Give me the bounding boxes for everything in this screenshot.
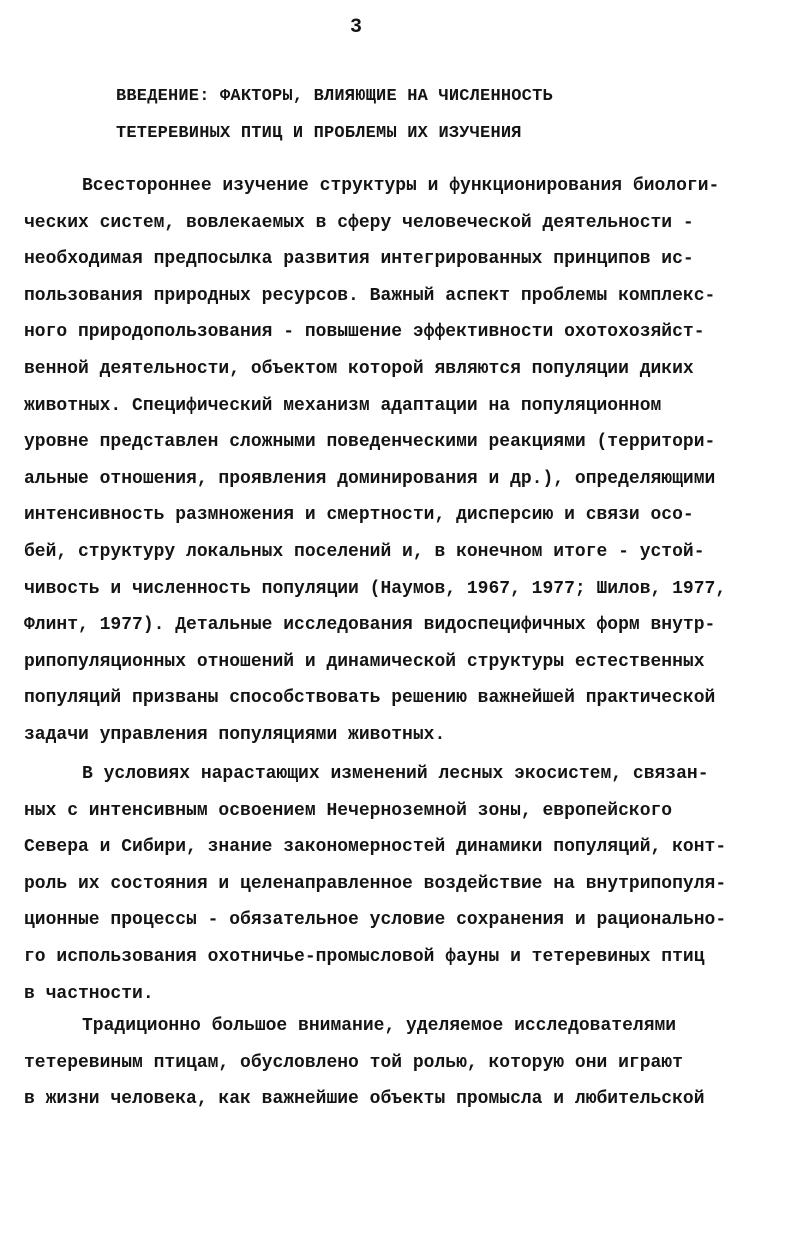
text-line: уровне представлен сложными поведенческими реакциями (территори-: [24, 432, 716, 453]
text-line: тетеревиным птицам, обусловлено той ролью, которую они играют: [24, 1052, 683, 1073]
text-line: Флинт, 1977). Детальные исследования видоспецифичных форм внутр-: [24, 615, 716, 636]
section-title-line: ТЕТЕРЕВИНЫХ ПТИЦ И ПРОБЛЕМЫ ИХ ИЗУЧЕНИЯ: [116, 124, 522, 143]
text-line: пользования природных ресурсов. Важный аспект проблемы комплекс-: [24, 285, 716, 306]
text-line: го использования охотничье-промысловой фауны и тетеревиных птиц: [24, 946, 705, 967]
text-line: популяций призваны способствовать решению важнейшей практической: [24, 688, 716, 709]
text-line: задачи управления популяциями животных.: [24, 724, 446, 745]
text-line: интенсивность размножения и смертности, дисперсию и связи осо-: [24, 505, 694, 526]
text-line: Севера и Сибири, знание закономерностей динамики популяций, конт-: [24, 837, 727, 858]
text-line: необходимая предпосылка развития интегрированных принципов ис-: [24, 249, 694, 270]
text-line: животных. Специфический механизм адаптации на популяционном: [24, 395, 662, 416]
text-line: Традиционно большое внимание, уделяемое исследователями: [82, 1016, 677, 1036]
paragraph-1: [24, 168, 764, 754]
text-line: альные отношения, проявления доминирования и др.), определяющими: [24, 468, 716, 489]
paragraph-2: [24, 756, 764, 1012]
text-line: в жизни человека, как важнейшие объекты промысла и любительской: [24, 1089, 705, 1110]
text-line: Всестороннее изучение структуры и функционирования биологи-: [82, 176, 720, 196]
paragraph-3: [24, 1008, 764, 1118]
section-title: [116, 78, 756, 152]
text-line: бей, структуру локальных поселений и, в конечном итоге - устой-: [24, 541, 705, 562]
text-line: ческих систем, вовлекаемых в сферу человеческой деятельности -: [24, 212, 694, 233]
text-line: ного природопользования - повышение эффективности охотохозяйст-: [24, 322, 705, 343]
text-line: в частности.: [24, 983, 154, 1004]
page-number: 3: [349, 16, 362, 39]
text-line: В условиях нарастающих изменений лесных экосистем, связан-: [82, 764, 709, 784]
section-title-line: ВВЕДЕНИЕ: ФАКТОРЫ, ВЛИЯЮЩИЕ НА ЧИСЛЕННОСТЬ: [116, 87, 553, 106]
text-line: венной деятельности, объектом которой являются популяции диких: [24, 358, 694, 379]
text-line: ных с интенсивным освоением Нечерноземной зоны, европейского: [24, 800, 673, 821]
text-line: чивость и численность популяции (Наумов, 1967, 1977; Шилов, 1977,: [24, 578, 727, 599]
text-line: ционные процессы - обязательное условие сохранения и рационально-: [24, 910, 727, 931]
text-line: роль их состояния и целенаправленное воздействие на внутрипопуля-: [24, 873, 727, 894]
text-line: рипопуляционных отношений и динамической структуры естественных: [24, 651, 705, 672]
